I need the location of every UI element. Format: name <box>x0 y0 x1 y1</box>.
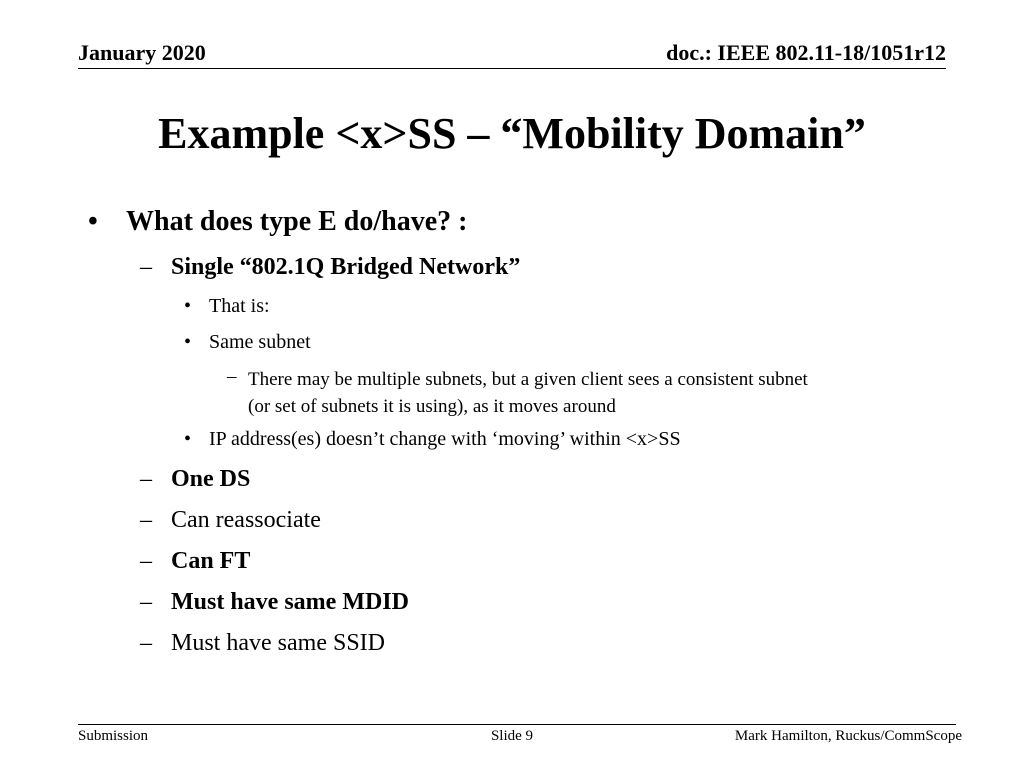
bullet-item: Single “802.1Q Bridged Network” <box>171 254 521 280</box>
bullet-item-line: There may be multiple subnets, but a given client sees a consistent subnet <box>248 369 808 390</box>
bullet-marker: – <box>140 466 152 492</box>
bullet-marker: • <box>184 295 192 317</box>
header-divider <box>78 68 946 69</box>
bullet-marker: – <box>227 366 237 387</box>
bullet-marker: – <box>140 630 152 656</box>
bullet-item: Must have same SSID <box>171 630 385 656</box>
footer-author: Mark Hamilton, Ruckus/CommScope <box>734 728 962 744</box>
bullet-marker: • <box>184 331 192 353</box>
footer-slide-number: Slide 9 <box>490 728 534 744</box>
bullet-item: One DS <box>171 466 251 492</box>
bullet-marker: • <box>184 428 192 450</box>
slide-title: Example <x>SS – “Mobility Domain” <box>158 109 866 158</box>
footer-submission: Submission <box>78 728 149 744</box>
bullet-item: Same subnet <box>209 331 311 353</box>
footer-divider <box>78 724 956 725</box>
header-doc-id: doc.: IEEE 802.11-18/1051r12 <box>666 40 946 65</box>
bullet-marker: • <box>88 206 98 237</box>
bullet-item: That is: <box>209 295 270 317</box>
header-date: January 2020 <box>78 40 206 65</box>
bullet-marker: – <box>140 548 152 574</box>
bullet-marker: – <box>140 254 152 280</box>
bullet-item: IP address(es) doesn’t change with ‘moving’ within <x>SS <box>209 428 681 450</box>
bullet-item: Can reassociate <box>171 507 321 533</box>
bullet-item: Can FT <box>171 548 251 574</box>
bullet-marker: – <box>140 507 152 533</box>
bullet-item: Must have same MDID <box>171 589 409 615</box>
bullet-item: What does type E do/have? : <box>126 206 468 237</box>
bullet-marker: – <box>140 589 152 615</box>
bullet-item-line: (or set of subnets it is using), as it moves around <box>248 396 616 417</box>
